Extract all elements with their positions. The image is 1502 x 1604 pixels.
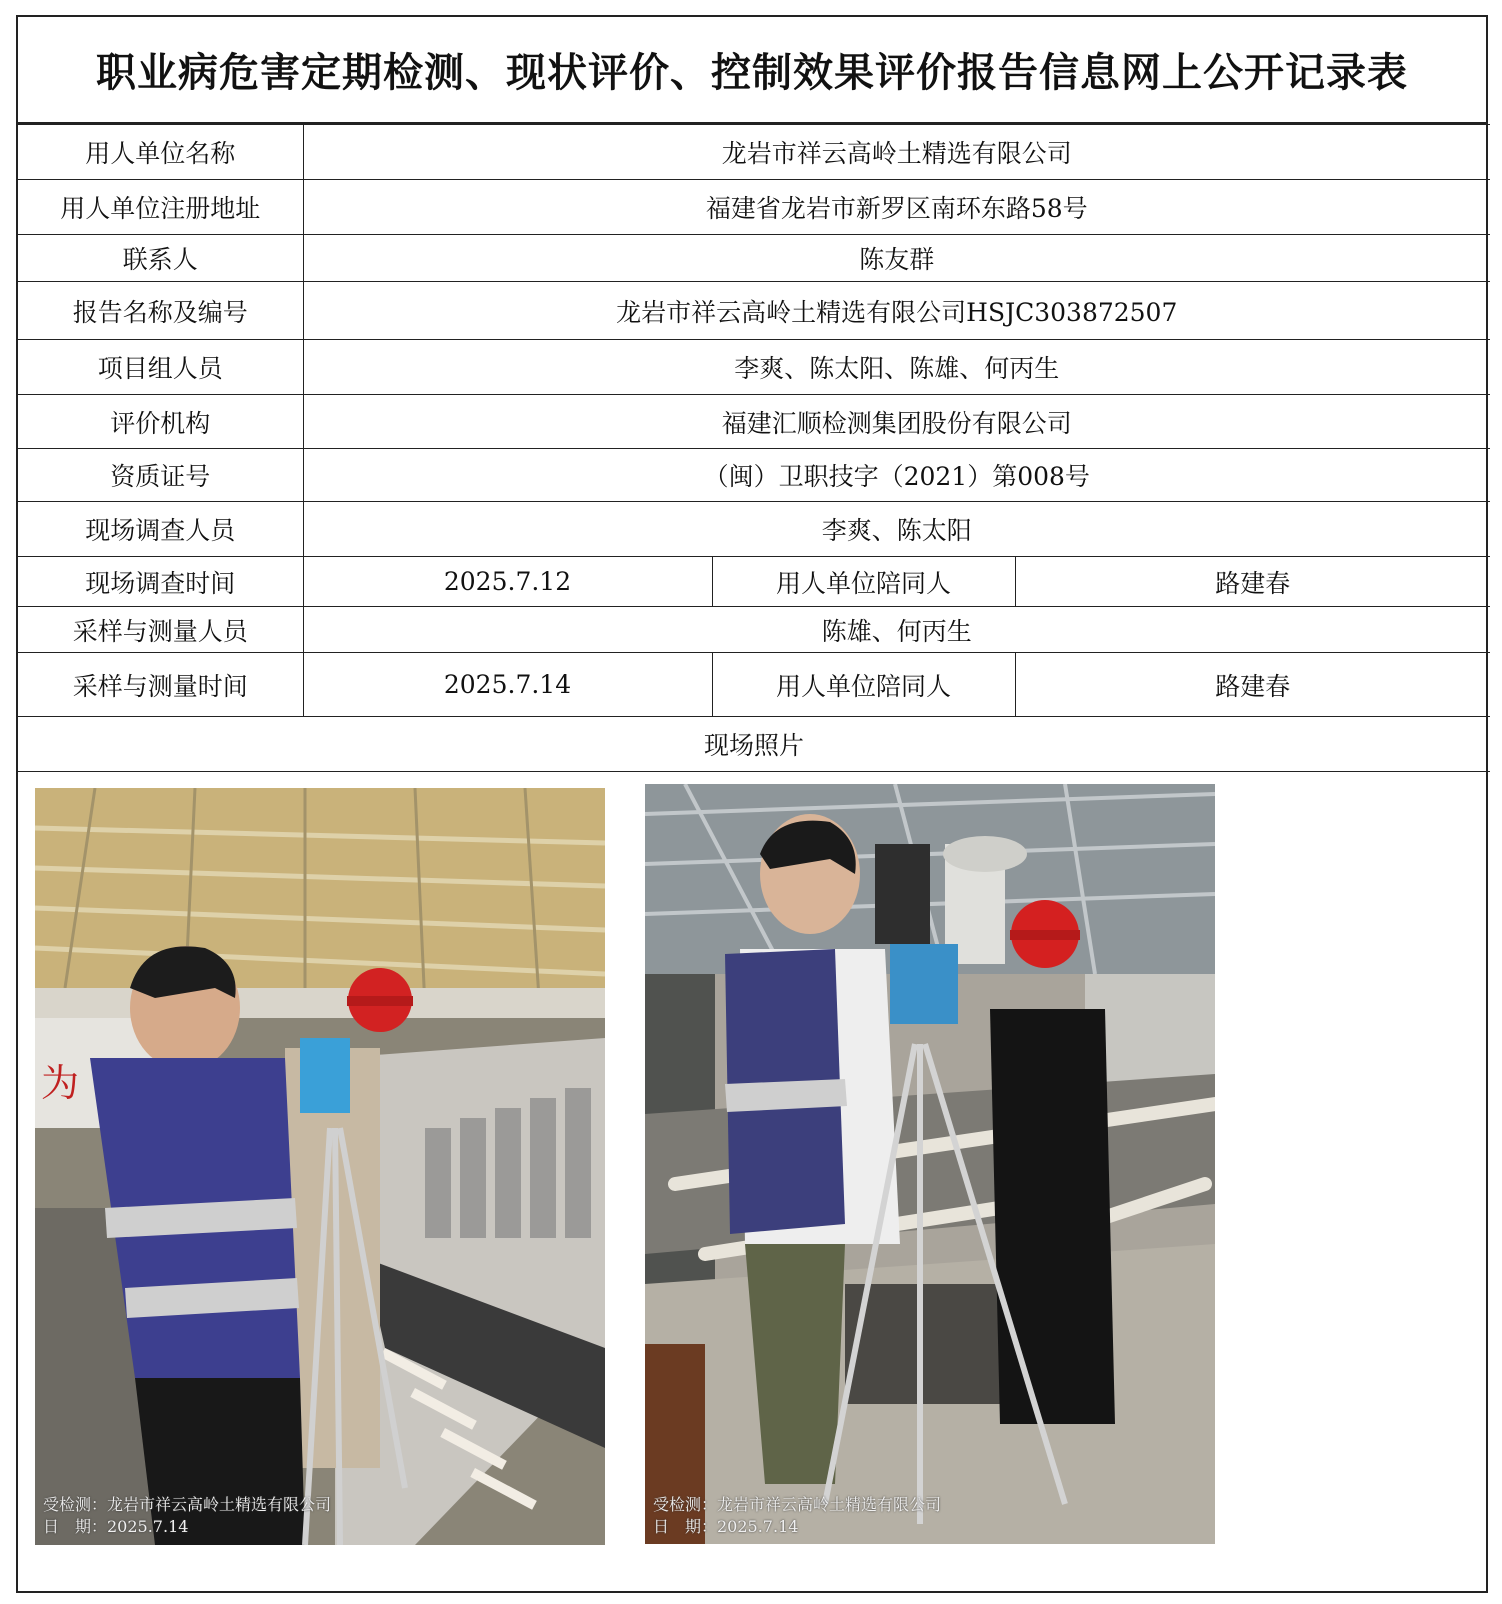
value-license: （闽）卫职技字（2021）第008号 [303, 449, 1490, 502]
value-sampling-staff: 陈雄、何丙生 [303, 607, 1490, 653]
row-employer-name [18, 125, 1490, 180]
photo-2-stamp-line1: 受检测：龙岩市祥云高岭土精选有限公司 [653, 1495, 942, 1514]
value-sampling-companion: 路建春 [1015, 653, 1490, 717]
record-sheet [16, 15, 1488, 1593]
label-survey-staff: 现场调查人员 [18, 502, 303, 557]
label-survey-companion: 用人单位陪同人 [712, 557, 1015, 607]
row-agency [18, 395, 1490, 449]
value-agency: 福建汇顺检测集团股份有限公司 [303, 395, 1490, 449]
label-team: 项目组人员 [18, 340, 303, 395]
photo-2-stamp-line2: 日 期：2025.7.14 [653, 1517, 799, 1536]
photo-2-image [645, 784, 1215, 1544]
row-employer-address [18, 180, 1490, 235]
value-survey-companion: 路建春 [1015, 557, 1490, 607]
label-contact: 联系人 [18, 235, 303, 282]
label-sampling-staff: 采样与测量人员 [18, 607, 303, 653]
photo-1-image [35, 788, 605, 1545]
row-survey-staff [18, 502, 1490, 557]
row-report [18, 282, 1490, 340]
value-report: 龙岩市祥云高岭土精选有限公司HSJC303872507 [303, 282, 1490, 340]
value-team: 李爽、陈太阳、陈雄、何丙生 [303, 340, 1490, 395]
value-employer-name: 龙岩市祥云高岭土精选有限公司 [303, 125, 1490, 180]
row-team [18, 340, 1490, 395]
label-employer-address: 用人单位注册地址 [18, 180, 303, 235]
site-photo-1 [35, 788, 605, 1545]
label-agency: 评价机构 [18, 395, 303, 449]
label-employer-name: 用人单位名称 [18, 125, 303, 180]
row-sampling-staff [18, 607, 1490, 653]
photo-1-stamp [43, 1494, 331, 1538]
label-license: 资质证号 [18, 449, 303, 502]
photo-2-stamp [653, 1494, 941, 1538]
photo-1-stamp-line2: 日 期：2025.7.14 [43, 1517, 189, 1536]
row-license [18, 449, 1490, 502]
page-title: 职业病危害定期检测、现状评价、控制效果评价报告信息网上公开记录表 [18, 17, 1486, 124]
value-contact: 陈友群 [303, 235, 1490, 282]
value-employer-address: 福建省龙岩市新罗区南环东路58号 [303, 180, 1490, 235]
photos-area [18, 772, 1486, 1590]
value-sampling-time: 2025.7.14 [303, 653, 712, 717]
row-survey-time [18, 557, 1490, 607]
label-sampling-companion: 用人单位陪同人 [712, 653, 1015, 717]
row-photos-header [18, 717, 1490, 772]
photo-2-sampler-device [890, 944, 958, 1024]
row-contact [18, 235, 1490, 282]
value-survey-time: 2025.7.12 [303, 557, 712, 607]
photos-header: 现场照片 [18, 717, 1490, 772]
value-survey-staff: 李爽、陈太阳 [303, 502, 1490, 557]
photo-1-sign-text: 为 [41, 1061, 80, 1105]
photo-1-sampler-device [300, 1038, 350, 1113]
photo-1-stamp-line1: 受检测：龙岩市祥云高岭土精选有限公司 [43, 1495, 332, 1514]
label-report: 报告名称及编号 [18, 282, 303, 340]
site-photo-2 [645, 784, 1215, 1544]
info-table [18, 124, 1490, 772]
label-sampling-time: 采样与测量时间 [18, 653, 303, 717]
row-sampling-time [18, 653, 1490, 717]
label-survey-time: 现场调查时间 [18, 557, 303, 607]
